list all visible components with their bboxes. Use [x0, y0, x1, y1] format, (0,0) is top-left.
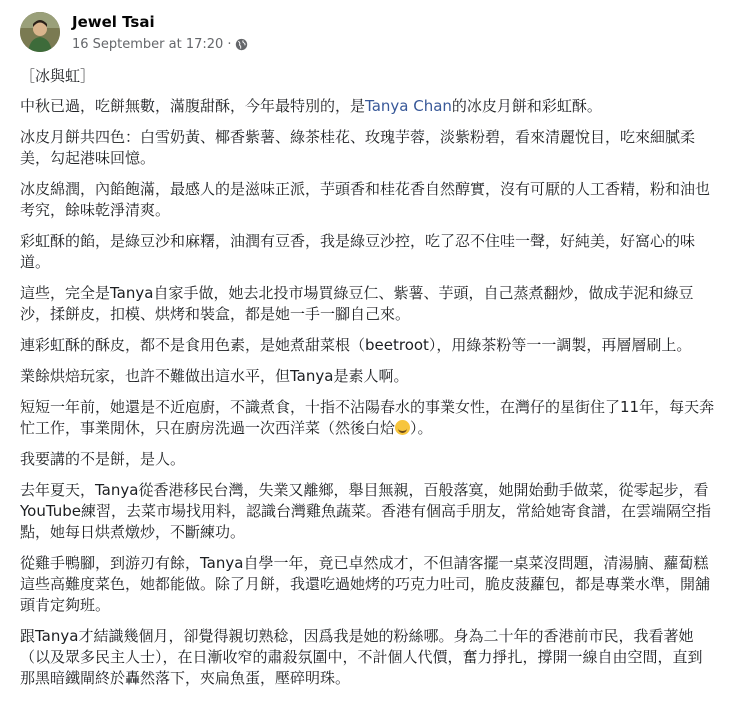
paragraph-1-start: 中秋已過，吃餅無數，滿腹甜酥，今年最特別的，是: [20, 97, 366, 115]
grinning-sweat-emoji-icon: [395, 420, 410, 435]
paragraph-8: [20, 397, 716, 439]
paragraph-1-end: 的冰皮月餅和彩虹酥。: [451, 97, 602, 115]
paragraph-1: [20, 96, 716, 117]
post-body: [20, 66, 716, 699]
mention-link[interactable]: Tanya Chan: [365, 97, 452, 115]
paragraph-4: 彩虹酥的餡，是綠豆沙和麻糬，油潤有豆香，我是綠豆沙控，吃了忍不住哇一聲，好純美，好窩心的味道。: [20, 232, 696, 271]
post-meta: [72, 37, 248, 52]
post-timestamp[interactable]: 16 September at 17:20: [72, 37, 224, 52]
avatar[interactable]: [20, 12, 60, 52]
avatar-photo-icon: [20, 12, 60, 52]
paragraph-8-start: 短短一年前，她還是不近庖廚，不識煮食，十指不沾陽春水的事業女性，在灣仔的星街住了11年，每天奔忙工作，事業閒休，只在廚房洗過一次西洋菜（然後白烚: [20, 398, 715, 437]
paragraph-10: 去年夏天，Tanya從香港移民台灣，失業又離鄉，舉目無親，百般落寞，她開始動手做菜，從零起步，看YouTube練習，去菜市場找用料，認識台灣雞魚蔬菜。香港有個高手朋友，常給她寄食譜，在雲端隔空指點，她每日烘煮燉炒，不斷練功。: [20, 481, 712, 541]
separator: ·: [227, 37, 232, 52]
paragraph-8-end: ）。: [410, 419, 433, 437]
paragraph-3: 冰皮綿潤，內餡飽滿，最感人的是滋味正派，芋頭香和桂花香自然醇實，沒有可厭的人工香精，粉和油也考究，餘味乾淨清爽。: [20, 180, 711, 219]
paragraph-6: 連彩虹酥的酥皮，都不是食用色素，是她煮甜菜根（beetroot），用綠茶粉等一一調製，再層層刷上。: [20, 336, 692, 354]
paragraph-11: 從雞手鴨腳，到游刃有餘，Tanya自學一年，竟已卓然成才，不但請客擺一桌菜沒問題，清湯腩、蘿蔔糕這些高難度菜色，她都能做。除了月餅，我還吃過她烤的巧克力吐司，脆皮菠蘿包，都是專業水準，開舖頭肯定夠班。: [20, 554, 711, 614]
paragraph-2: 冰皮月餅共四色：白雪奶黃、椰香紫薯、綠茶桂花、玫瑰芋蓉，淡紫粉碧，看來清麗悅目，吃來細膩柔美，勾起港味回憶。: [20, 128, 696, 167]
paragraph-12: 跟Tanya才結識幾個月，卻覺得親切熟稔，因爲我是她的粉絲哪。身為二十年的香港前市民，我看著她（以及眾多民主人士），在日漸收窄的肅殺氛圍中，不計個人代價，奮力掙扎，撐開一線自由空間，直到那黑暗鐵閘終於轟然落下，夾扁魚蛋，壓碎明珠。: [20, 627, 703, 687]
paragraph-5: 這些，完全是Tanya自家手做，她去北投市場買綠豆仁、紫薯、芋頭，自己蒸煮翻炒，做成芋泥和綠豆沙，揉餅皮，扣模、烘烤和裝盒，都是她一手一腳自己來。: [20, 284, 694, 323]
author-name[interactable]: Jewel Tsai: [72, 13, 155, 31]
globe-icon[interactable]: [235, 38, 248, 51]
paragraph-9: 我要講的不是餅，是人。: [20, 450, 186, 468]
post-tag: ［冰與虹］: [20, 67, 96, 85]
paragraph-7: 業餘烘焙玩家，也許不難做出這水平，但Tanya是素人啊。: [20, 367, 409, 385]
